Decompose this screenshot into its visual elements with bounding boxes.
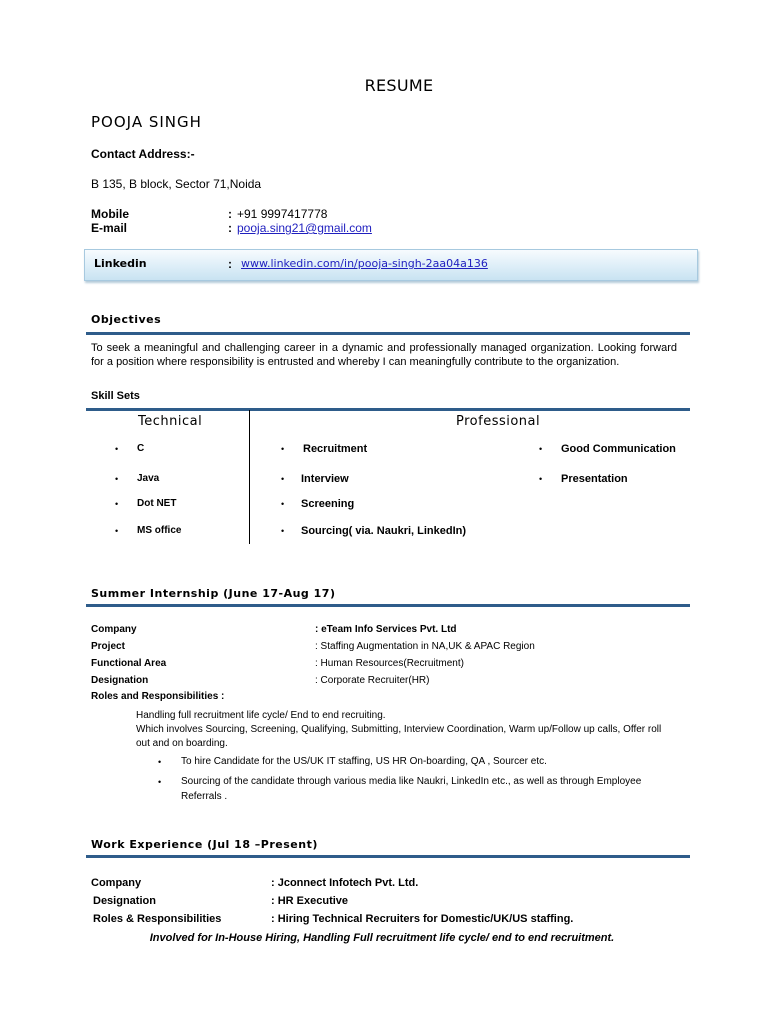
linkedin-link[interactable]: www.linkedin.com/in/pooja-singh-2aa04a136 xyxy=(241,257,488,270)
contact-address: B 135, B block, Sector 71,Noida xyxy=(91,177,262,191)
internship-roles-line: out and on boarding. xyxy=(136,738,228,749)
contact-heading: Contact Address:- xyxy=(91,147,195,161)
mobile-value: +91 9997417778 xyxy=(237,207,328,221)
mobile-label: Mobile xyxy=(91,207,129,221)
objectives-divider xyxy=(86,332,690,335)
internship-project-value: : Staffing Augmentation in NA,UK & APAC Region xyxy=(315,641,535,652)
work-roles-label: Roles & Responsibilities xyxy=(93,913,222,925)
internship-divider xyxy=(86,604,690,607)
internship-roles-line: Which involves Sourcing, Screening, Qualifying, Submitting, Interview Coordination, Warm up/Follow up calls, Offer roll xyxy=(136,724,662,735)
work-divider xyxy=(86,855,690,858)
skill-professional-item: Presentation xyxy=(561,473,628,485)
email-separator: : xyxy=(228,221,232,235)
internship-designation-value: : Corporate Recruiter(HR) xyxy=(315,675,430,686)
bullet-icon: • xyxy=(539,474,543,484)
internship-company-label: Company xyxy=(91,624,137,635)
bullet-icon: • xyxy=(115,474,119,484)
internship-bullet-text: Sourcing of the candidate through various media like Naukri, LinkedIn etc., as well as through Employee xyxy=(181,776,642,787)
internship-heading: Summer Internship (June 17-Aug 17) xyxy=(91,587,336,600)
internship-roles-line: Handling full recruitment life cycle/ End to end recruiting. xyxy=(136,710,386,721)
internship-roles-label: Roles and Responsibilities : xyxy=(91,691,225,702)
bullet-icon: • xyxy=(115,444,119,454)
work-designation-value: : HR Executive xyxy=(271,895,349,907)
work-summary: Involved for In-House Hiring, Handling Full recruitment life cycle/ end to end recruitment. xyxy=(149,932,615,944)
bullet-icon: • xyxy=(281,499,285,509)
skill-technical-item: C xyxy=(137,443,145,454)
skill-technical-item: Java xyxy=(137,473,160,484)
linkedin-separator: : xyxy=(228,257,232,271)
work-company-value: : Jconnect Infotech Pvt. Ltd. xyxy=(271,877,419,889)
skill-professional-item: Sourcing( via. Naukri, LinkedIn) xyxy=(301,525,467,537)
work-company-label: Company xyxy=(91,877,142,889)
work-heading: Work Experience (Jul 18 –Present) xyxy=(91,838,318,851)
skill-professional-item: Recruitment xyxy=(303,443,368,455)
skills-divider xyxy=(86,408,690,411)
technical-heading: Technical xyxy=(138,414,203,429)
skill-technical-item: Dot NET xyxy=(137,498,177,509)
professional-heading: Professional xyxy=(456,414,541,429)
internship-bullet-text: To hire Candidate for the US/UK IT staffing, US HR On-boarding, QA , Sourcer etc. xyxy=(181,756,547,767)
skill-technical-item: MS office xyxy=(137,525,182,536)
objectives-heading: Objectives xyxy=(91,313,162,326)
skill-professional-item: Good Communication xyxy=(561,443,676,455)
bullet-icon: • xyxy=(158,777,162,787)
linkedin-label: Linkedin xyxy=(94,257,147,270)
bullet-icon: • xyxy=(158,757,162,767)
work-designation-label: Designation xyxy=(93,895,156,907)
internship-bullet-text: Referrals . xyxy=(181,791,228,802)
mobile-separator: : xyxy=(228,207,232,221)
bullet-icon: • xyxy=(281,474,285,484)
internship-project-label: Project xyxy=(91,641,125,652)
bullet-icon: • xyxy=(281,526,285,536)
skills-column-divider xyxy=(249,410,250,544)
bullet-icon: • xyxy=(281,444,285,454)
work-roles-value: : Hiring Technical Recruiters for Domestic/UK/US staffing. xyxy=(271,913,574,925)
skills-heading: Skill Sets xyxy=(91,390,140,402)
internship-area-value: : Human Resources(Recruitment) xyxy=(315,658,464,669)
bullet-icon: • xyxy=(539,444,543,454)
internship-company-value: : eTeam Info Services Pvt. Ltd xyxy=(315,624,457,635)
email-label: E-mail xyxy=(91,221,128,235)
internship-area-label: Functional Area xyxy=(91,658,167,669)
objectives-text: To seek a meaningful and challenging career in a dynamic and professionally managed organization. Looking forward for a position where responsibility is entrusted and whereby I can meaningfully contribute to the organization. xyxy=(91,342,677,368)
bullet-icon: • xyxy=(115,526,119,536)
resume-title: RESUME xyxy=(364,76,434,95)
candidate-name: POOJA SINGH xyxy=(91,113,202,131)
skill-professional-item: Screening xyxy=(301,498,355,510)
email-link[interactable]: pooja.sing21@gmail.com xyxy=(237,221,372,235)
skill-professional-item: Interview xyxy=(301,473,349,485)
internship-designation-label: Designation xyxy=(91,675,149,686)
bullet-icon: • xyxy=(115,499,119,509)
